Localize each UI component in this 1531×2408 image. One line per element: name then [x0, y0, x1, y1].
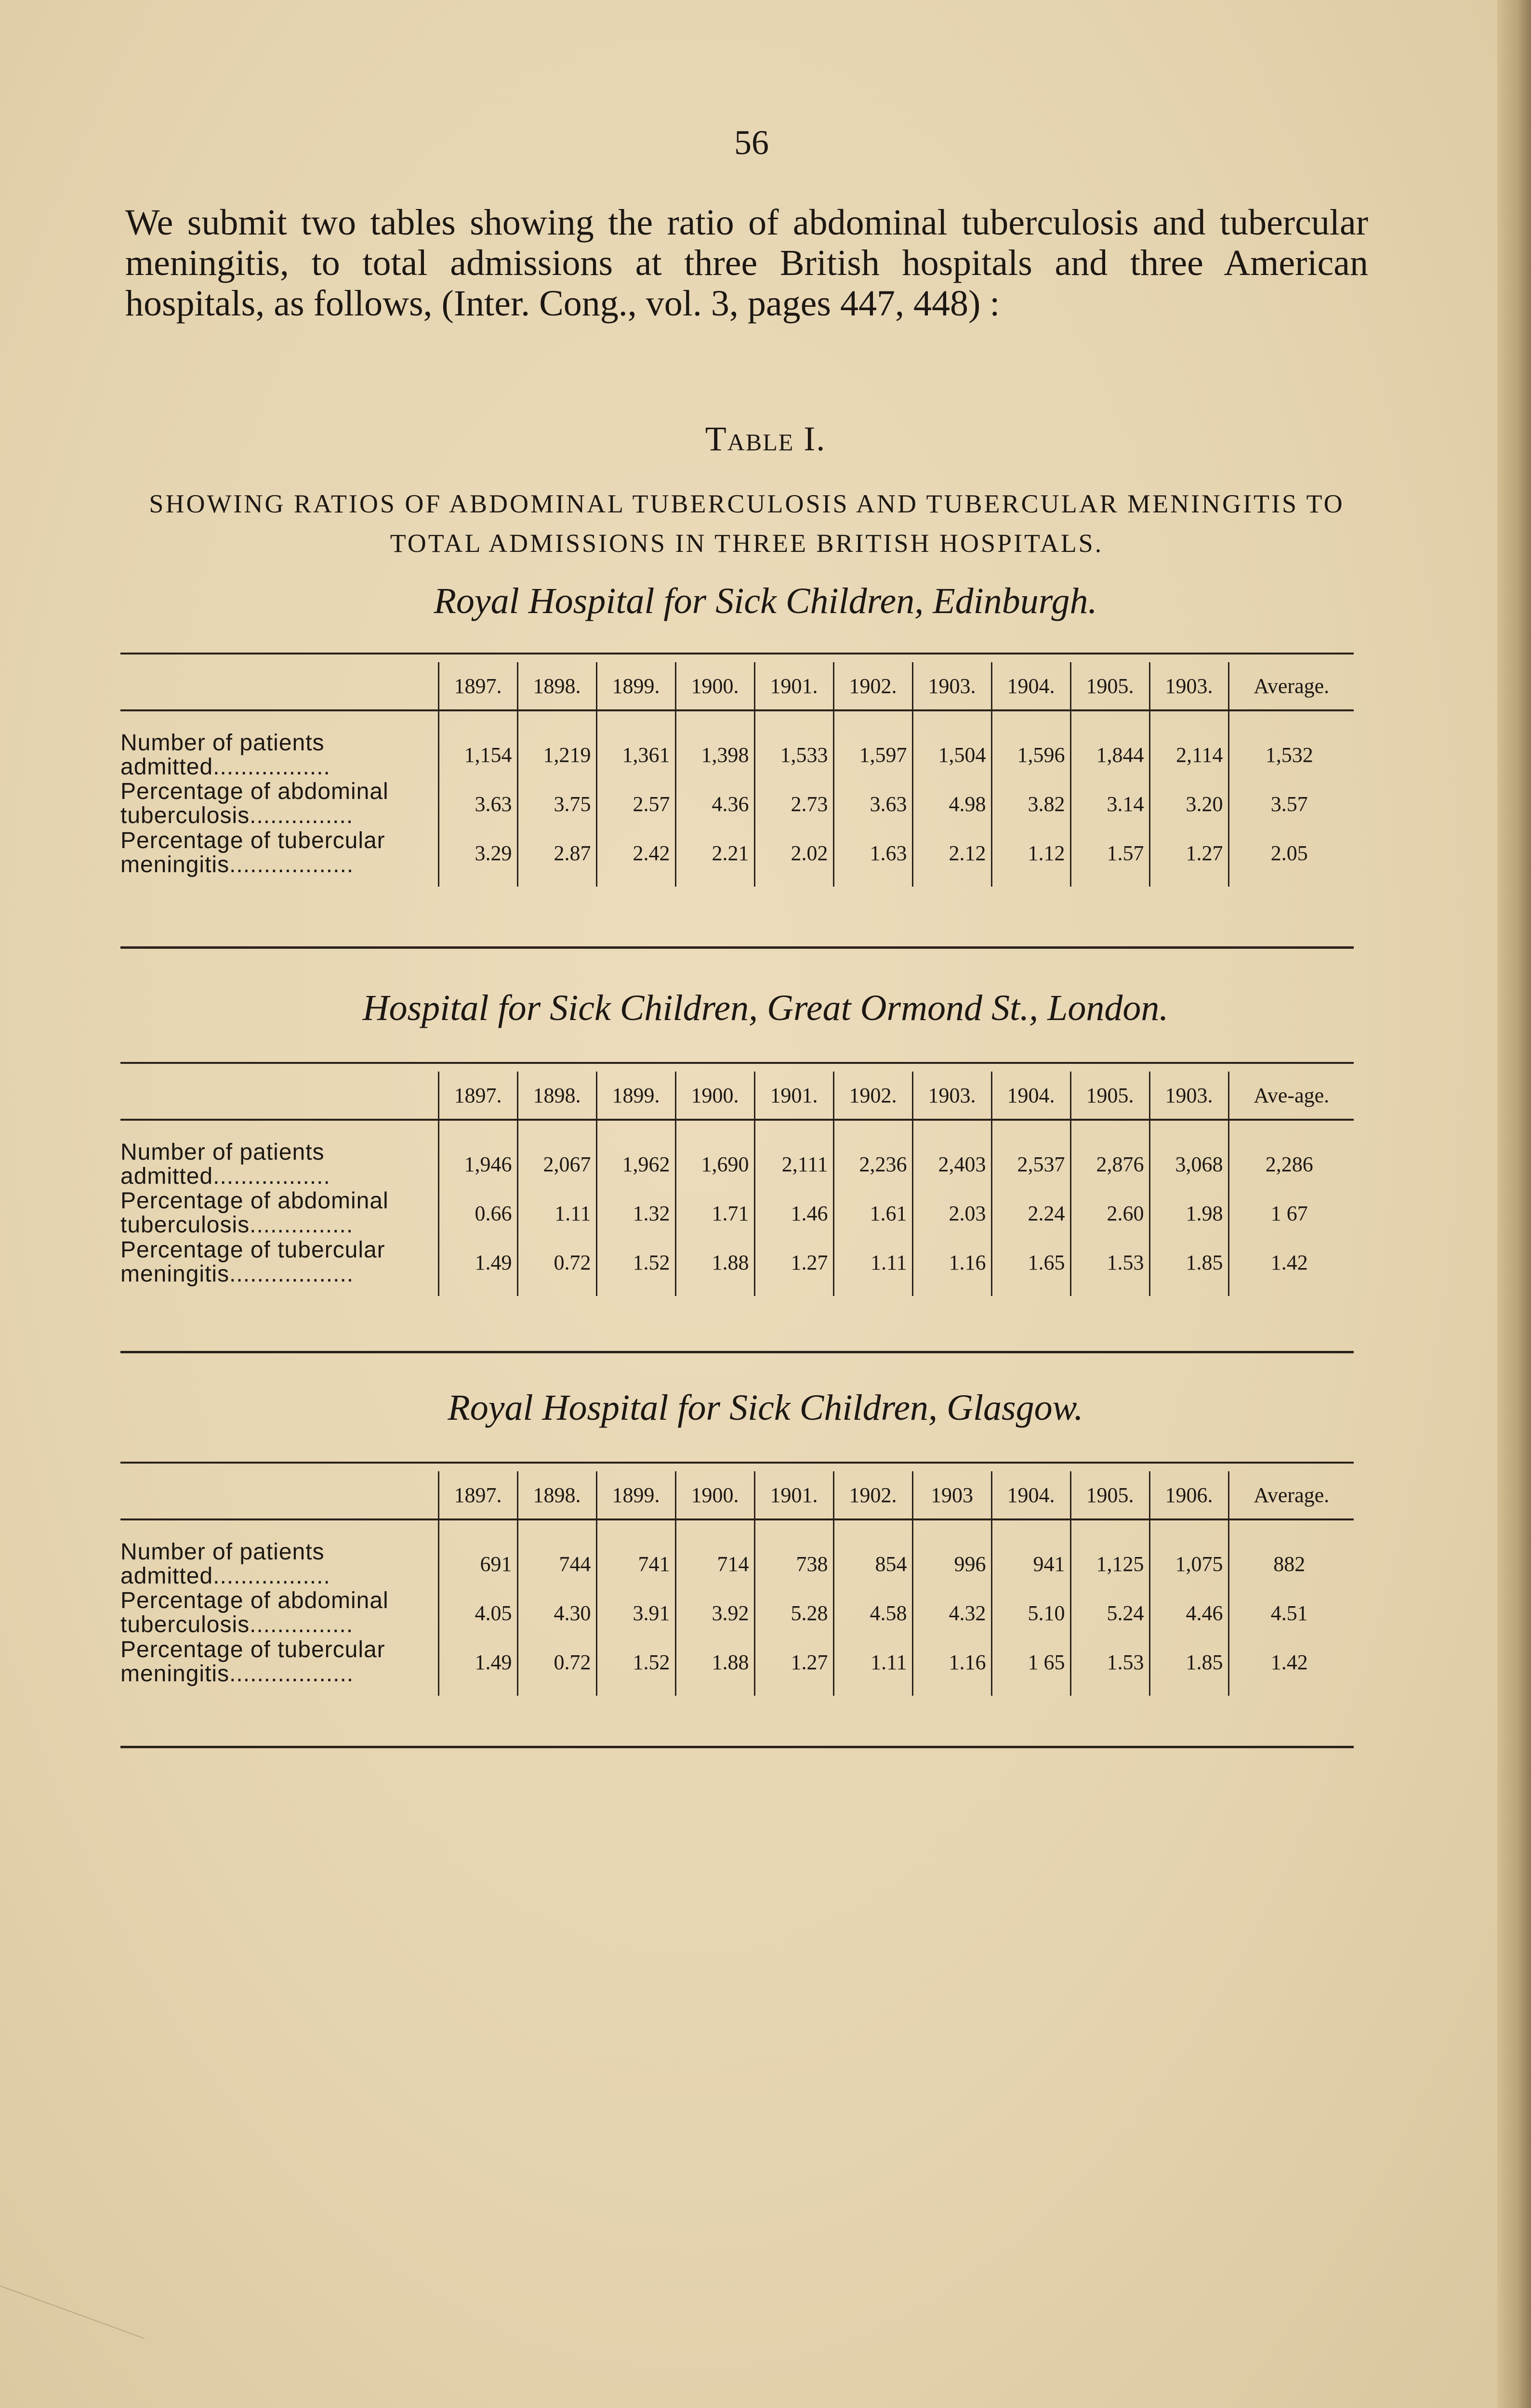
data-cell: 4.98: [912, 779, 991, 828]
header-cell: 1904.: [991, 662, 1070, 710]
header-cell: 1902.: [833, 1072, 912, 1120]
table-row: [120, 779, 1354, 828]
data-cell: 1.53: [1070, 1238, 1149, 1296]
average-cell: 1 67: [1228, 1189, 1354, 1238]
data-cell: 744: [517, 1519, 596, 1588]
header-cell: 1899.: [596, 1471, 675, 1519]
data-cell: 1.85: [1149, 1637, 1228, 1696]
table-row: [120, 1519, 1354, 1588]
header-blank: [120, 662, 438, 710]
header-cell: 1906.: [1149, 1471, 1228, 1519]
data-cell: 996: [912, 1519, 991, 1588]
average-cell: 3.57: [1228, 779, 1354, 828]
data-cell: 2.21: [675, 828, 754, 887]
header-cell: 1898.: [517, 662, 596, 710]
data-cell: 2.87: [517, 828, 596, 887]
data-cell: 1,361: [596, 710, 675, 779]
header-cell: Ave-age.: [1228, 1072, 1354, 1120]
header-cell: 1900.: [675, 1471, 754, 1519]
data-cell: 4.36: [675, 779, 754, 828]
data-cell: 1.27: [1149, 828, 1228, 887]
table-glasgow: [120, 1471, 1354, 1696]
data-cell: 1.65: [991, 1238, 1070, 1296]
data-cell: 1.53: [1070, 1637, 1149, 1696]
table-rule-top: [120, 1462, 1354, 1464]
header-cell: 1901.: [754, 1471, 833, 1519]
data-cell: 4.30: [517, 1588, 596, 1637]
header-row: [120, 1471, 1354, 1519]
average-cell: 2.05: [1228, 828, 1354, 887]
data-cell: 2,876: [1070, 1120, 1149, 1189]
data-cell: 0.72: [517, 1637, 596, 1696]
data-cell: 5.28: [754, 1588, 833, 1637]
data-cell: 3.75: [517, 779, 596, 828]
data-cell: 3.20: [1149, 779, 1228, 828]
data-cell: 714: [675, 1519, 754, 1588]
header-blank: [120, 1471, 438, 1519]
data-cell: 4.05: [438, 1588, 517, 1637]
table-rule-bottom: [120, 1746, 1354, 1748]
average-cell: 1.42: [1228, 1637, 1354, 1696]
data-cell: 0.66: [438, 1189, 517, 1238]
row-label-admitted: Number of patients admitted.................: [120, 730, 330, 780]
data-cell: 1.71: [675, 1189, 754, 1238]
data-cell: 2,111: [754, 1120, 833, 1189]
header-cell: 1905.: [1070, 1471, 1149, 1519]
data-cell: 1.11: [833, 1238, 912, 1296]
row-label-meningitis: Percentage of tubercular meningitis..................: [120, 827, 385, 877]
row-label-abdominal: Percentage of abdominal tuberculosis...............: [120, 779, 389, 828]
data-cell: 1.52: [596, 1238, 675, 1296]
data-cell: 3.82: [991, 779, 1070, 828]
header-blank: [120, 1072, 438, 1120]
data-cell: 1.49: [438, 1637, 517, 1696]
data-cell: 2.12: [912, 828, 991, 887]
data-cell: 741: [596, 1519, 675, 1588]
header-cell: 1902.: [833, 662, 912, 710]
data-cell: 1,075: [1149, 1519, 1228, 1588]
header-cell: 1898.: [517, 1072, 596, 1120]
data-cell: 1.61: [833, 1189, 912, 1238]
average-cell: 2,286: [1228, 1120, 1354, 1189]
header-cell: 1903.: [912, 662, 991, 710]
header-cell: 1901.: [754, 662, 833, 710]
header-cell: 1904.: [991, 1072, 1070, 1120]
header-cell: Average.: [1228, 662, 1354, 710]
data-cell: 2,236: [833, 1120, 912, 1189]
table-rule-bottom: [120, 1351, 1354, 1353]
data-cell: 738: [754, 1519, 833, 1588]
data-cell: 1,398: [675, 710, 754, 779]
data-cell: 5.10: [991, 1588, 1070, 1637]
header-cell: 1903.: [1149, 662, 1228, 710]
header-cell: 1905.: [1070, 662, 1149, 710]
data-cell: 1.27: [754, 1238, 833, 1296]
data-cell: 1 65: [991, 1637, 1070, 1696]
row-label-admitted: Number of patients admitted.................: [120, 1139, 330, 1189]
data-cell: 1.16: [912, 1238, 991, 1296]
table-description: SHOWING RATIOS OF ABDOMINAL TUBERCULOSIS AND TUBERCULAR MENINGITIS TO TOTAL ADMISSIONS IN THREE BRITISH HOSPITALS.: [149, 489, 1345, 558]
data-cell: 1.16: [912, 1637, 991, 1696]
hospital-title-london: Hospital for Sick Children, Great Ormond St., London.: [362, 988, 1169, 1028]
row-label-abdominal: Percentage of abdominal tuberculosis...............: [120, 1588, 389, 1637]
data-cell: 941: [991, 1519, 1070, 1588]
page-edge: [1497, 0, 1531, 2408]
data-cell: 1.49: [438, 1238, 517, 1296]
data-cell: 1.85: [1149, 1238, 1228, 1296]
page-number: 56: [734, 123, 769, 162]
data-cell: 2.60: [1070, 1189, 1149, 1238]
data-cell: 3,068: [1149, 1120, 1228, 1189]
average-cell: 4.51: [1228, 1588, 1354, 1637]
data-cell: 1.88: [675, 1238, 754, 1296]
data-cell: 1.52: [596, 1637, 675, 1696]
row-label-meningitis: Percentage of tubercular meningitis..................: [120, 1636, 385, 1687]
data-cell: 3.14: [1070, 779, 1149, 828]
average-cell: 882: [1228, 1519, 1354, 1588]
table-row: [120, 828, 1354, 887]
hospital-title-edinburgh: Royal Hospital for Sick Children, Edinburgh.: [434, 581, 1097, 621]
table-edinburgh: [120, 662, 1354, 887]
header-cell: 1899.: [596, 1072, 675, 1120]
row-label-admitted: Number of patients admitted.................: [120, 1539, 330, 1589]
data-cell: 1.63: [833, 828, 912, 887]
data-cell: 1,533: [754, 710, 833, 779]
data-cell: 0.72: [517, 1238, 596, 1296]
header-cell: 1902.: [833, 1471, 912, 1519]
header-cell: 1903.: [1149, 1072, 1228, 1120]
data-cell: 2.57: [596, 779, 675, 828]
data-cell: 1.11: [833, 1637, 912, 1696]
table-rule-top: [120, 653, 1354, 654]
average-cell: 1.42: [1228, 1238, 1354, 1296]
header-cell: 1905.: [1070, 1072, 1149, 1120]
data-cell: 4.58: [833, 1588, 912, 1637]
data-cell: 1,962: [596, 1120, 675, 1189]
table-row: [120, 1189, 1354, 1238]
data-cell: 2,403: [912, 1120, 991, 1189]
hospital-title-glasgow: Royal Hospital for Sick Children, Glasgow.: [448, 1387, 1083, 1428]
header-row: [120, 1072, 1354, 1120]
table-london: [120, 1072, 1354, 1296]
table-title: Table I.: [705, 419, 826, 458]
table-row: [120, 1637, 1354, 1696]
data-cell: 3.92: [675, 1588, 754, 1637]
data-cell: 3.63: [438, 779, 517, 828]
data-cell: 2.03: [912, 1189, 991, 1238]
header-cell: 1900.: [675, 1072, 754, 1120]
data-cell: 2.24: [991, 1189, 1070, 1238]
header-row: [120, 662, 1354, 710]
data-cell: 1,690: [675, 1120, 754, 1189]
row-label-meningitis: Percentage of tubercular meningitis..................: [120, 1237, 385, 1287]
data-cell: 1.12: [991, 828, 1070, 887]
header-cell: Average.: [1228, 1471, 1354, 1519]
data-cell: 1.57: [1070, 828, 1149, 887]
intro-paragraph: We submit two tables showing the ratio of abdominal tuberculosis and tubercular meningitis, to total admissions at three British hospitals and three American hospitals, as follows, (Inter. Cong., vol. 3, pages 447, 448) :: [125, 202, 1368, 324]
data-cell: 1,844: [1070, 710, 1149, 779]
data-cell: 2,114: [1149, 710, 1228, 779]
data-cell: 854: [833, 1519, 912, 1588]
data-cell: 4.46: [1149, 1588, 1228, 1637]
header-cell: 1897.: [438, 1471, 517, 1519]
data-cell: 1.98: [1149, 1189, 1228, 1238]
header-cell: 1900.: [675, 662, 754, 710]
average-cell: 1,532: [1228, 710, 1354, 779]
data-cell: 2.73: [754, 779, 833, 828]
table-row: [120, 710, 1354, 779]
header-cell: 1901.: [754, 1072, 833, 1120]
data-cell: 1.11: [517, 1189, 596, 1238]
table-rule-bottom: [120, 946, 1354, 949]
data-cell: 1.27: [754, 1637, 833, 1696]
data-cell: 1,504: [912, 710, 991, 779]
data-cell: 2.02: [754, 828, 833, 887]
data-cell: 4.32: [912, 1588, 991, 1637]
data-cell: 691: [438, 1519, 517, 1588]
data-cell: 3.91: [596, 1588, 675, 1637]
table-rule-top: [120, 1062, 1354, 1064]
data-cell: 1,154: [438, 710, 517, 779]
data-cell: 5.24: [1070, 1588, 1149, 1637]
data-cell: 1.46: [754, 1189, 833, 1238]
data-cell: 1,946: [438, 1120, 517, 1189]
data-cell: 1,596: [991, 710, 1070, 779]
data-cell: 2,067: [517, 1120, 596, 1189]
data-cell: 1.88: [675, 1637, 754, 1696]
header-cell: 1897.: [438, 662, 517, 710]
data-cell: 3.29: [438, 828, 517, 887]
header-cell: 1898.: [517, 1471, 596, 1519]
data-cell: 3.63: [833, 779, 912, 828]
data-cell: 2.42: [596, 828, 675, 887]
header-cell: 1897.: [438, 1072, 517, 1120]
row-label-abdominal: Percentage of abdominal tuberculosis...............: [120, 1188, 389, 1238]
table-row: [120, 1238, 1354, 1296]
data-cell: 1,219: [517, 710, 596, 779]
header-cell: 1899.: [596, 662, 675, 710]
data-cell: 2,537: [991, 1120, 1070, 1189]
header-cell: 1903.: [912, 1072, 991, 1120]
data-cell: 1,597: [833, 710, 912, 779]
data-cell: 1,125: [1070, 1519, 1149, 1588]
data-cell: 1.32: [596, 1189, 675, 1238]
header-cell: 1903: [912, 1471, 991, 1519]
table-row: [120, 1588, 1354, 1637]
header-cell: 1904.: [991, 1471, 1070, 1519]
table-row: [120, 1120, 1354, 1189]
